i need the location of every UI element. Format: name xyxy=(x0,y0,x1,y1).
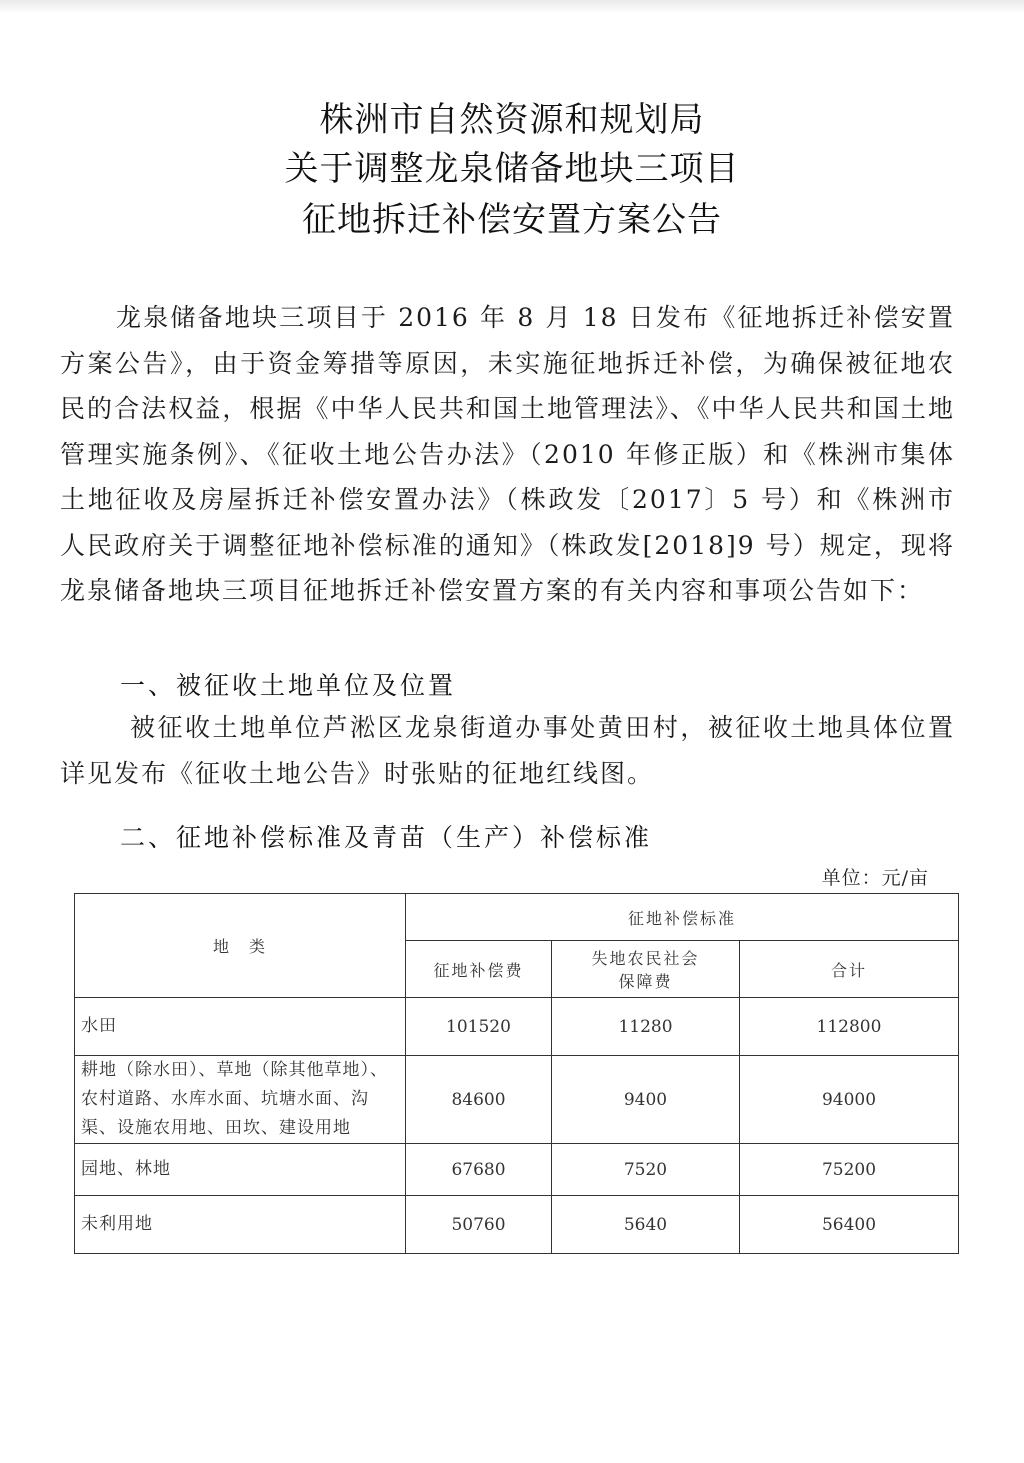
title-line-3: 征地拆迁补偿安置方案公告 xyxy=(302,200,722,240)
cell-social-security: 9400 xyxy=(552,1056,740,1144)
cell-land-type: 园地、林地 xyxy=(75,1144,406,1196)
cell-total: 75200 xyxy=(740,1144,959,1196)
cell-total: 94000 xyxy=(740,1056,959,1144)
table-row xyxy=(75,1144,959,1196)
unit-label: 单位：元/亩 xyxy=(821,867,929,889)
section-1-body: 被征收土地单位芦淞区龙泉街道办事处黄田村，被征收土地具体位置详见发布《征收土地公告》时张贴的征地红线图。 xyxy=(60,713,955,788)
cell-land-type: 水田 xyxy=(75,998,406,1056)
header-land-type: 地 类 xyxy=(75,894,406,998)
table-row xyxy=(75,998,959,1056)
header-social-security xyxy=(552,941,740,998)
cell-compensation: 67680 xyxy=(406,1144,552,1196)
compensation-table xyxy=(74,893,959,1254)
cell-compensation: 50760 xyxy=(406,1196,552,1254)
table-row xyxy=(75,1196,959,1254)
header-compensation: 征地补偿费 xyxy=(406,941,552,998)
title-line-2: 关于调整龙泉储备地块三项目 xyxy=(284,149,740,189)
cell-total: 56400 xyxy=(740,1196,959,1254)
cell-land-type: 未利用地 xyxy=(75,1196,406,1254)
cell-compensation: 101520 xyxy=(406,998,552,1056)
cell-social-security: 7520 xyxy=(552,1144,740,1196)
section-heading-2: 二、征地补偿标准及青苗（生产）补偿标准 xyxy=(120,823,653,852)
table-header-row xyxy=(75,894,959,941)
cell-land-type: 耕地（除水田）、草地（除其他草地）、农村道路、水库水面、坑塘水面、沟渠、设施农用地、田坎、建设用地 xyxy=(75,1056,406,1144)
intro-paragraph: 龙泉储备地块三项目于 2016 年 8 月 18 日发布《征地拆迁补偿安置方案公告》，由于资金筹措等原因，未实施征地拆迁补偿，为确保被征地农民的合法权益，根据《中华人民共和国土地管理法》、《中华人民共和国土地管理实施条例》、《征收土地公告办法》（2010 年修正版）和《株洲市集体土地征收及房屋拆迁补偿安置办法》（株政发〔2017〕5 号）和《株洲市人民政府关于调整征地补偿标准的通知》（株政发[2018]9 号）规定，现将龙泉储备地块三项目征地拆迁补偿安置方案的有关内容和事项公告如下： xyxy=(60,303,955,605)
cell-social-security: 5640 xyxy=(552,1196,740,1254)
header-social-security-line-1: 失地农民社会 xyxy=(591,949,700,968)
title-line-1: 株洲市自然资源和规划局 xyxy=(319,100,705,140)
scan-edge-shadow xyxy=(0,0,1024,14)
cell-total: 112800 xyxy=(740,998,959,1056)
cell-social-security: 11280 xyxy=(552,998,740,1056)
section-heading-1: 一、被征收土地单位及位置 xyxy=(120,671,457,700)
cell-compensation: 84600 xyxy=(406,1056,552,1144)
table-row xyxy=(75,1056,959,1144)
header-group: 征地补偿标准 xyxy=(406,894,959,941)
header-total: 合计 xyxy=(740,941,959,998)
header-social-security-line-2: 保障费 xyxy=(618,972,673,991)
